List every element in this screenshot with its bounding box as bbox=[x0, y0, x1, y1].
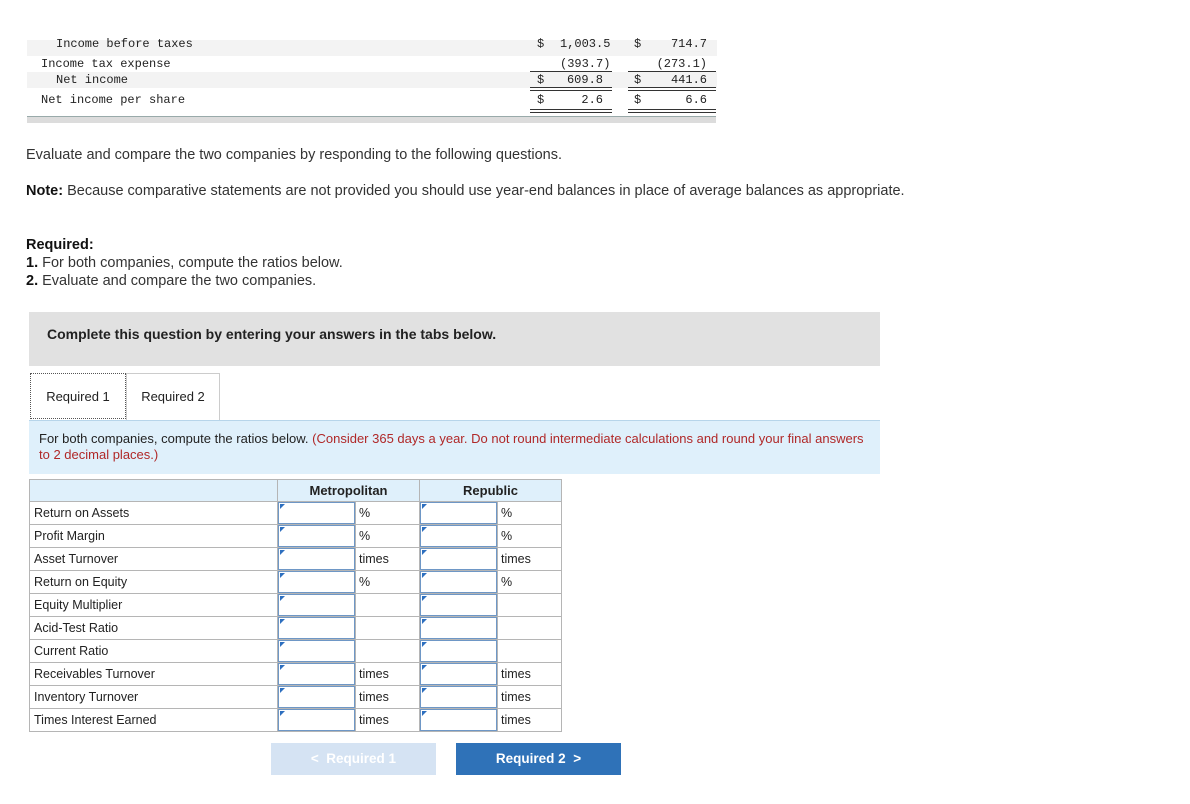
instruction-banner bbox=[29, 312, 880, 366]
republic-unit bbox=[498, 617, 562, 640]
republic-answer-input[interactable] bbox=[420, 594, 498, 617]
input-marker-icon bbox=[422, 504, 427, 509]
double-underline bbox=[628, 87, 716, 91]
ratio-label: Inventory Turnover bbox=[30, 686, 278, 709]
double-underline bbox=[628, 109, 716, 113]
table-row bbox=[30, 525, 562, 548]
table-row bbox=[30, 617, 562, 640]
answer-box[interactable] bbox=[278, 709, 355, 731]
input-marker-icon bbox=[280, 642, 285, 647]
banner-text: Complete this question by entering your answers in the tabs below. bbox=[47, 326, 497, 342]
input-marker-icon bbox=[280, 504, 285, 509]
metropolitan-unit bbox=[356, 617, 420, 640]
header-republic: Republic bbox=[420, 480, 562, 502]
intro-text: Evaluate and compare the two companies by responding to the following questions. bbox=[26, 147, 563, 163]
note-label: Note: bbox=[26, 183, 64, 199]
chevron-left-icon: < bbox=[310, 751, 327, 766]
table-row bbox=[30, 686, 562, 709]
tab-required-2[interactable]: Required 2 bbox=[126, 373, 220, 420]
republic-unit bbox=[498, 640, 562, 663]
ratio-label: Acid-Test Ratio bbox=[30, 617, 278, 640]
fin-row bbox=[27, 92, 717, 108]
ratios-table bbox=[29, 479, 562, 732]
table-header-row bbox=[30, 480, 562, 502]
answer-box[interactable] bbox=[278, 594, 355, 616]
fin-row bbox=[27, 56, 717, 72]
table-row bbox=[30, 571, 562, 594]
answer-box[interactable] bbox=[420, 525, 497, 547]
currency-symbol: $ bbox=[537, 73, 545, 87]
metropolitan-unit: times bbox=[356, 709, 420, 732]
ratio-label: Receivables Turnover bbox=[30, 663, 278, 686]
horizontal-scrollbar[interactable] bbox=[27, 116, 716, 123]
metropolitan-answer-input[interactable] bbox=[278, 502, 356, 525]
answer-box[interactable] bbox=[278, 525, 355, 547]
republic-answer-input[interactable] bbox=[420, 709, 498, 732]
metropolitan-unit bbox=[356, 640, 420, 663]
currency-symbol: $ bbox=[634, 93, 642, 107]
input-marker-icon bbox=[280, 550, 285, 555]
republic-answer-input[interactable] bbox=[420, 640, 498, 663]
required-heading bbox=[26, 236, 94, 254]
prev-label: Required 1 bbox=[326, 751, 397, 766]
metropolitan-unit: times bbox=[356, 663, 420, 686]
ratio-label: Asset Turnover bbox=[30, 548, 278, 571]
header-blank bbox=[30, 480, 278, 502]
metropolitan-answer-input[interactable] bbox=[278, 709, 356, 732]
metropolitan-unit: % bbox=[356, 502, 420, 525]
table-row bbox=[30, 663, 562, 686]
metropolitan-unit: % bbox=[356, 525, 420, 548]
table-row bbox=[30, 548, 562, 571]
republic-unit bbox=[498, 594, 562, 617]
answer-box[interactable] bbox=[278, 640, 355, 662]
requirement-2 bbox=[26, 272, 316, 290]
ratio-label: Times Interest Earned bbox=[30, 709, 278, 732]
note-text bbox=[26, 182, 906, 200]
answer-box[interactable] bbox=[420, 663, 497, 685]
answer-box[interactable] bbox=[278, 548, 355, 570]
answer-box[interactable] bbox=[420, 571, 497, 593]
table-row bbox=[30, 640, 562, 663]
metropolitan-value: (393.7) bbox=[560, 57, 611, 71]
republic-unit: % bbox=[498, 525, 562, 548]
republic-answer-input[interactable] bbox=[420, 686, 498, 709]
input-marker-icon bbox=[280, 711, 285, 716]
metropolitan-answer-input[interactable] bbox=[278, 663, 356, 686]
req2-number: 2. bbox=[26, 273, 39, 289]
currency-symbol: $ bbox=[634, 73, 642, 87]
double-underline bbox=[530, 109, 612, 113]
republic-value: 441.6 bbox=[670, 73, 707, 87]
fin-row bbox=[27, 72, 717, 88]
answer-box[interactable] bbox=[420, 502, 497, 524]
metropolitan-answer-input[interactable] bbox=[278, 548, 356, 571]
tab-required-1[interactable]: Required 1 bbox=[30, 373, 126, 419]
metropolitan-value: 1,003.5 bbox=[560, 37, 611, 51]
double-underline bbox=[530, 87, 612, 91]
metropolitan-unit bbox=[356, 594, 420, 617]
metropolitan-answer-input[interactable] bbox=[278, 686, 356, 709]
metropolitan-value: 2.6 bbox=[581, 93, 603, 107]
answer-box[interactable] bbox=[420, 686, 497, 708]
chevron-right-icon: > bbox=[565, 751, 582, 766]
currency-symbol: $ bbox=[634, 37, 642, 51]
next-button[interactable] bbox=[456, 743, 621, 775]
metropolitan-answer-input[interactable] bbox=[278, 571, 356, 594]
metropolitan-unit: % bbox=[356, 571, 420, 594]
metropolitan-value: 609.8 bbox=[566, 73, 603, 87]
currency-symbol: $ bbox=[537, 37, 545, 51]
answer-box[interactable] bbox=[278, 571, 355, 593]
req1-number: 1. bbox=[26, 255, 39, 271]
fin-row-label: Income before taxes bbox=[56, 37, 193, 51]
republic-value: 714.7 bbox=[670, 37, 707, 51]
answer-box[interactable] bbox=[278, 663, 355, 685]
republic-answer-input[interactable] bbox=[420, 502, 498, 525]
input-marker-icon bbox=[422, 550, 427, 555]
instruction-rounding: (Consider 365 days a year. Do not round intermediate calculations and round your final answers to 2 decimal places.) bbox=[39, 431, 864, 462]
prev-button[interactable] bbox=[271, 743, 436, 775]
income-statement-fragment bbox=[27, 37, 717, 108]
republic-unit: % bbox=[498, 571, 562, 594]
table-row bbox=[30, 594, 562, 617]
input-marker-icon bbox=[280, 665, 285, 670]
table-row bbox=[30, 502, 562, 525]
input-marker-icon bbox=[422, 642, 427, 647]
republic-answer-input[interactable] bbox=[420, 663, 498, 686]
metropolitan-answer-input[interactable] bbox=[278, 617, 356, 640]
metropolitan-answer-input[interactable] bbox=[278, 525, 356, 548]
fin-row-label: Net income bbox=[56, 73, 129, 87]
republic-answer-input[interactable] bbox=[420, 571, 498, 594]
header-metropolitan: Metropolitan bbox=[278, 480, 420, 502]
answer-box[interactable] bbox=[420, 594, 497, 616]
input-marker-icon bbox=[422, 596, 427, 601]
fin-row-label: Net income per share bbox=[41, 93, 186, 107]
requirement-1 bbox=[26, 254, 343, 272]
ratio-label: Return on Assets bbox=[30, 502, 278, 525]
ratio-label: Profit Margin bbox=[30, 525, 278, 548]
republic-unit: times bbox=[498, 686, 562, 709]
metropolitan-answer-input[interactable] bbox=[278, 594, 356, 617]
input-marker-icon bbox=[422, 619, 427, 624]
input-marker-icon bbox=[280, 619, 285, 624]
republic-unit: times bbox=[498, 548, 562, 571]
republic-unit: times bbox=[498, 663, 562, 686]
answer-box[interactable] bbox=[420, 640, 497, 662]
input-marker-icon bbox=[422, 711, 427, 716]
answer-box[interactable] bbox=[420, 548, 497, 570]
table-row bbox=[30, 709, 562, 732]
ratio-label: Current Ratio bbox=[30, 640, 278, 663]
input-marker-icon bbox=[422, 665, 427, 670]
answer-box[interactable] bbox=[278, 502, 355, 524]
answer-box[interactable] bbox=[278, 617, 355, 639]
answer-box[interactable] bbox=[278, 686, 355, 708]
input-marker-icon bbox=[422, 573, 427, 578]
currency-symbol: $ bbox=[537, 93, 545, 107]
answer-box[interactable] bbox=[420, 709, 497, 731]
republic-value: (273.1) bbox=[656, 57, 707, 71]
republic-value: 6.6 bbox=[685, 93, 707, 107]
input-marker-icon bbox=[422, 688, 427, 693]
input-marker-icon bbox=[280, 596, 285, 601]
metropolitan-unit: times bbox=[356, 686, 420, 709]
ratio-label: Equity Multiplier bbox=[30, 594, 278, 617]
input-marker-icon bbox=[280, 573, 285, 578]
instruction-main: For both companies, compute the ratios below. bbox=[39, 431, 313, 446]
req1-text: For both companies, compute the ratios below. bbox=[38, 255, 343, 271]
next-label: Required 2 bbox=[495, 751, 566, 766]
req2-text: Evaluate and compare the two companies. bbox=[38, 273, 317, 289]
republic-answer-input[interactable] bbox=[420, 525, 498, 548]
fin-row bbox=[27, 37, 717, 56]
input-marker-icon bbox=[422, 527, 427, 532]
answer-box[interactable] bbox=[420, 617, 497, 639]
note-body: Because comparative statements are not provided you should use year-end balances in place of average balances as appropriate. bbox=[63, 183, 905, 199]
republic-answer-input[interactable] bbox=[420, 617, 498, 640]
republic-answer-input[interactable] bbox=[420, 548, 498, 571]
fin-row-label: Income tax expense bbox=[41, 57, 171, 71]
input-marker-icon bbox=[280, 527, 285, 532]
republic-unit: times bbox=[498, 709, 562, 732]
republic-unit: % bbox=[498, 502, 562, 525]
input-marker-icon bbox=[280, 688, 285, 693]
metropolitan-unit: times bbox=[356, 548, 420, 571]
required-label: Required: bbox=[26, 237, 94, 253]
ratio-label: Return on Equity bbox=[30, 571, 278, 594]
tab-instructions bbox=[29, 420, 880, 474]
metropolitan-answer-input[interactable] bbox=[278, 640, 356, 663]
